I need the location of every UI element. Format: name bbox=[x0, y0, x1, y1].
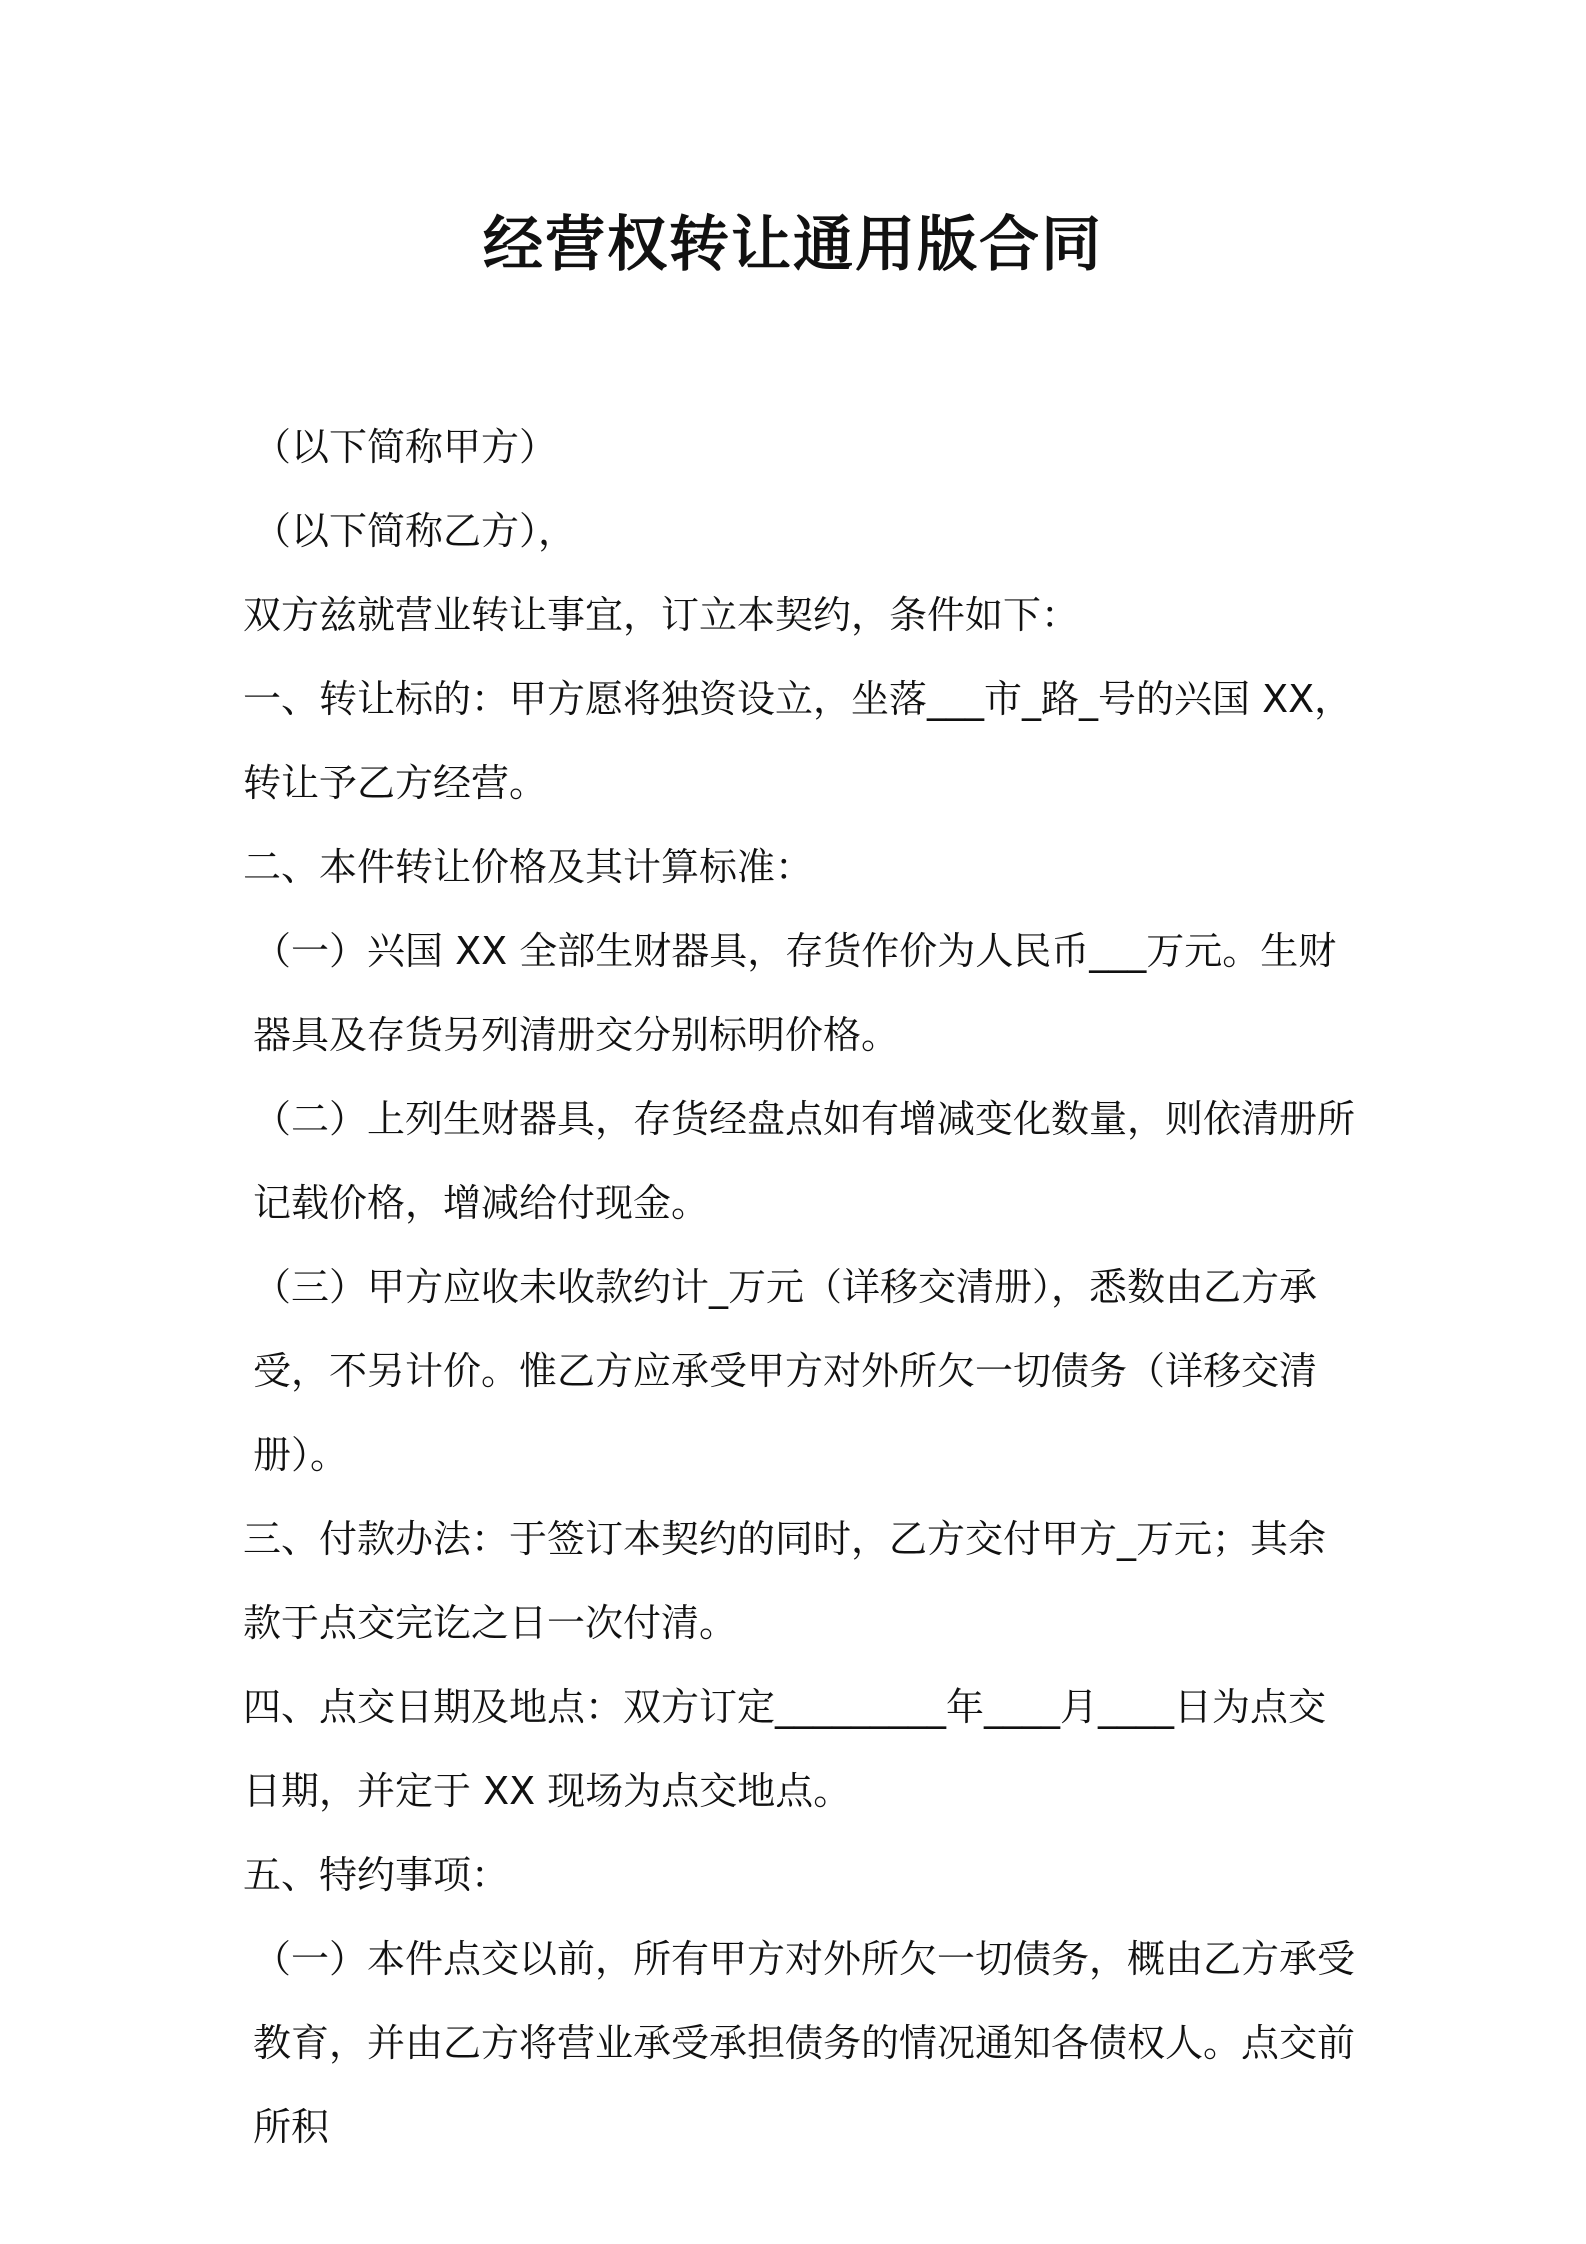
preamble-paragraph: 双方兹就营业转让事宜，订立本契约，条件如下： bbox=[243, 593, 1080, 637]
clause-2-heading: 二、本件转让价格及其计算标准： bbox=[243, 845, 814, 889]
party-b-line: （以下简称乙方）， bbox=[253, 509, 577, 553]
clause-1-subject: 一、转让标的：甲方愿将独资设立，坐落___市_路_号的兴国 XX，转让予乙方经营。 bbox=[243, 677, 1353, 805]
clause-5-heading: 五、特约事项： bbox=[243, 1853, 510, 1897]
clause-2-item-2: （二）上列生财器具，存货经盘点如有增减变化数量，则依清册所记载价格，增减给付现金。 bbox=[253, 1097, 1356, 1225]
clause-5-item-1: （一）本件点交以前，所有甲方对外所欠一切债务，概由乙方承受教育，并由乙方将营业承受承担债务的情况通知各债权人。点交前所积 bbox=[253, 1937, 1356, 2149]
clause-2-item-1: （一）兴国 XX 全部生财器具，存货作价为人民币___万元。生财器具及存货另列清册交分别标明价格。 bbox=[253, 929, 1337, 1057]
clause-2-item-3: （三）甲方应收未收款约计_万元（详移交清册），悉数由乙方承受，不另计价。惟乙方应承受甲方对外所欠一切债务（详移交清册）。 bbox=[253, 1265, 1318, 1477]
document-body bbox=[243, 405, 1363, 2169]
party-a-line: （以下简称甲方） bbox=[253, 425, 558, 469]
clause-4-handover: 四、点交日期及地点：双方订定_________年____月____日为点交日期，并定于 XX 现场为点交地点。 bbox=[243, 1685, 1327, 1813]
document-title: 经营权转让通用版合同 bbox=[483, 210, 1103, 280]
clause-3-payment: 三、付款办法：于签订本契约的同时，乙方交付甲方_万元；其余款于点交完讫之日一次付清。 bbox=[243, 1517, 1327, 1645]
